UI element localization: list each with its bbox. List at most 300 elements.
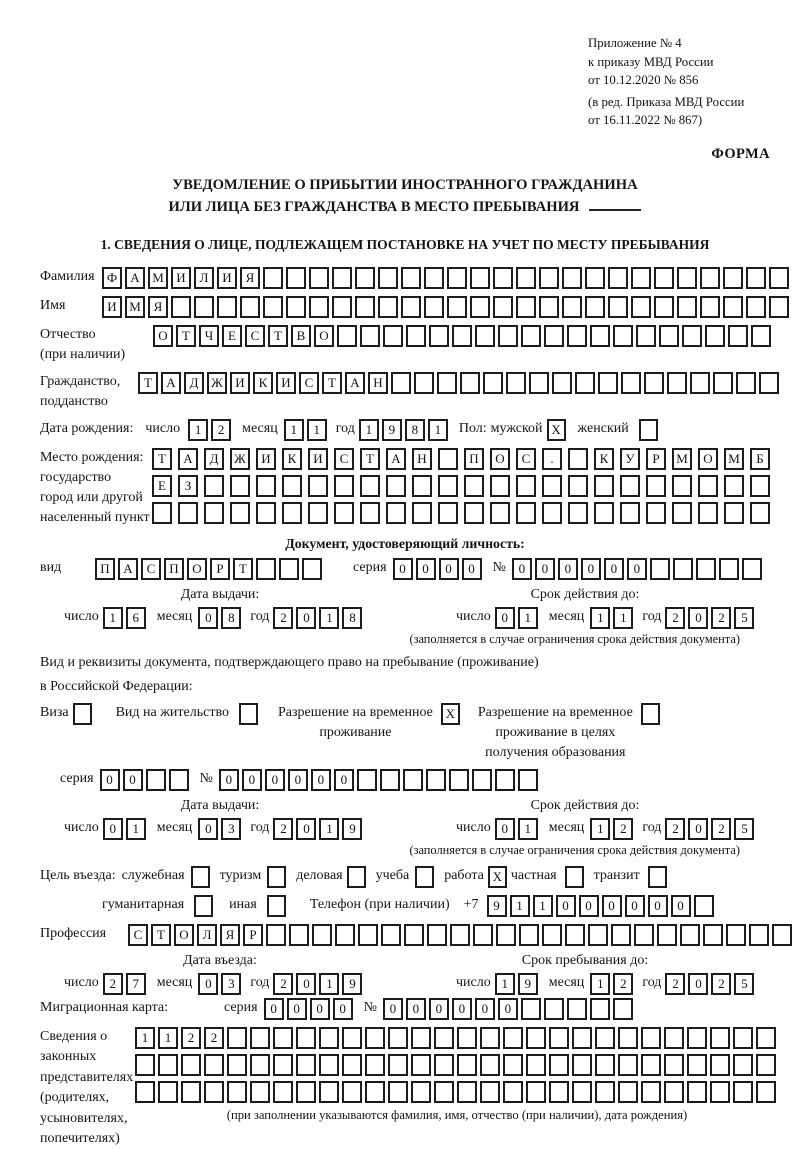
residence-valid-year-input[interactable] (665, 818, 757, 840)
char-box[interactable] (736, 372, 756, 394)
char-box[interactable]: 0 (296, 607, 316, 629)
purpose-tourism-checkbox[interactable] (267, 866, 286, 888)
char-box[interactable]: 1 (590, 607, 610, 629)
char-box[interactable]: А (161, 372, 181, 394)
char-box[interactable] (680, 924, 700, 946)
char-box[interactable]: Е (222, 325, 242, 347)
char-box[interactable] (412, 475, 432, 497)
char-box[interactable] (654, 296, 674, 318)
char-box[interactable] (698, 502, 718, 524)
char-box[interactable] (682, 325, 702, 347)
char-box[interactable]: И (276, 372, 296, 394)
char-box[interactable] (411, 1054, 431, 1076)
char-box[interactable]: 2 (204, 1027, 224, 1049)
char-box[interactable] (631, 296, 651, 318)
char-box[interactable]: М (125, 296, 145, 318)
char-box[interactable] (289, 924, 309, 946)
char-box[interactable]: 2 (613, 973, 633, 995)
char-box[interactable] (710, 1081, 730, 1103)
char-box[interactable] (641, 1054, 661, 1076)
char-box[interactable] (673, 558, 693, 580)
char-box[interactable] (360, 325, 380, 347)
char-box[interactable]: Е (152, 475, 172, 497)
char-box[interactable]: И (256, 448, 276, 470)
char-box[interactable] (388, 1054, 408, 1076)
char-box[interactable]: Д (204, 448, 224, 470)
char-box[interactable] (263, 267, 283, 289)
char-box[interactable] (457, 1054, 477, 1076)
char-box[interactable] (411, 1081, 431, 1103)
char-box[interactable] (473, 924, 493, 946)
char-box[interactable]: 1 (533, 895, 553, 917)
char-box[interactable]: Т (151, 924, 171, 946)
char-box[interactable] (544, 325, 564, 347)
doc-series-input[interactable] (393, 558, 485, 580)
char-box[interactable] (358, 924, 378, 946)
firstname-input[interactable] (102, 296, 792, 318)
char-box[interactable] (539, 267, 559, 289)
char-box[interactable] (733, 1027, 753, 1049)
char-box[interactable] (181, 1054, 201, 1076)
char-box[interactable]: О (490, 448, 510, 470)
char-box[interactable] (526, 1054, 546, 1076)
char-box[interactable] (337, 325, 357, 347)
char-box[interactable] (355, 267, 375, 289)
char-box[interactable] (256, 475, 276, 497)
char-box[interactable] (360, 502, 380, 524)
char-box[interactable] (434, 1054, 454, 1076)
char-box[interactable] (230, 502, 250, 524)
char-box[interactable]: С (141, 558, 161, 580)
char-box[interactable] (365, 1054, 385, 1076)
char-box[interactable] (227, 1054, 247, 1076)
char-box[interactable]: 1 (103, 607, 123, 629)
phone-input[interactable] (487, 895, 717, 917)
char-box[interactable] (437, 372, 457, 394)
char-box[interactable] (677, 267, 697, 289)
purpose-other-checkbox[interactable] (267, 895, 286, 917)
char-box[interactable] (457, 1081, 477, 1103)
purpose-work-checkbox[interactable]: X (488, 866, 507, 888)
char-box[interactable] (620, 502, 640, 524)
char-box[interactable]: 0 (512, 558, 532, 580)
char-box[interactable]: 0 (123, 769, 143, 791)
char-box[interactable] (146, 769, 166, 791)
char-box[interactable] (383, 325, 403, 347)
char-box[interactable] (694, 895, 714, 917)
char-box[interactable]: 1 (518, 607, 538, 629)
char-box[interactable]: 0 (406, 998, 426, 1020)
char-box[interactable] (424, 296, 444, 318)
char-box[interactable]: 0 (648, 895, 668, 917)
char-box[interactable] (751, 325, 771, 347)
char-box[interactable] (296, 1027, 316, 1049)
char-box[interactable] (429, 325, 449, 347)
char-box[interactable] (521, 998, 541, 1020)
char-box[interactable]: 1 (319, 973, 339, 995)
char-box[interactable]: 6 (126, 607, 146, 629)
birthplace-row3-input[interactable] (152, 502, 776, 524)
char-box[interactable] (703, 924, 723, 946)
char-box[interactable] (618, 1081, 638, 1103)
char-box[interactable] (470, 267, 490, 289)
char-box[interactable]: 1 (495, 973, 515, 995)
char-box[interactable]: 0 (671, 895, 691, 917)
char-box[interactable] (595, 1027, 615, 1049)
char-box[interactable]: 0 (625, 895, 645, 917)
char-box[interactable] (636, 325, 656, 347)
char-box[interactable] (464, 475, 484, 497)
char-box[interactable]: Л (194, 267, 214, 289)
char-box[interactable] (282, 475, 302, 497)
char-box[interactable] (724, 502, 744, 524)
temp-residence-education-checkbox[interactable] (641, 703, 660, 725)
char-box[interactable] (480, 1054, 500, 1076)
char-box[interactable] (613, 998, 633, 1020)
char-box[interactable]: 1 (188, 419, 208, 441)
char-box[interactable]: М (672, 448, 692, 470)
char-box[interactable] (309, 267, 329, 289)
char-box[interactable] (472, 769, 492, 791)
char-box[interactable]: 0 (627, 558, 647, 580)
char-box[interactable] (516, 296, 536, 318)
char-box[interactable]: 0 (462, 558, 482, 580)
residence-issue-day-input[interactable] (103, 818, 149, 840)
char-box[interactable]: 0 (495, 607, 515, 629)
char-box[interactable] (756, 1081, 776, 1103)
char-box[interactable] (503, 1081, 523, 1103)
char-box[interactable] (567, 325, 587, 347)
char-box[interactable] (388, 1081, 408, 1103)
char-box[interactable] (171, 296, 191, 318)
char-box[interactable] (746, 296, 766, 318)
char-box[interactable] (687, 1081, 707, 1103)
char-box[interactable]: Р (210, 558, 230, 580)
char-box[interactable] (700, 296, 720, 318)
profession-input[interactable] (128, 924, 795, 946)
char-box[interactable] (552, 372, 572, 394)
char-box[interactable] (158, 1054, 178, 1076)
purpose-transit-checkbox[interactable] (648, 866, 667, 888)
char-box[interactable] (312, 924, 332, 946)
char-box[interactable]: 0 (103, 818, 123, 840)
char-box[interactable] (572, 1054, 592, 1076)
doc-issue-year-input[interactable] (273, 607, 365, 629)
char-box[interactable] (386, 475, 406, 497)
char-box[interactable] (401, 296, 421, 318)
char-box[interactable] (204, 475, 224, 497)
char-box[interactable]: Ж (230, 448, 250, 470)
char-box[interactable]: 0 (198, 607, 218, 629)
char-box[interactable]: У (620, 448, 640, 470)
char-box[interactable]: 0 (439, 558, 459, 580)
char-box[interactable]: Д (184, 372, 204, 394)
char-box[interactable] (562, 296, 582, 318)
char-box[interactable]: О (314, 325, 334, 347)
char-box[interactable] (568, 475, 588, 497)
char-box[interactable] (480, 1027, 500, 1049)
char-box[interactable]: Т (152, 448, 172, 470)
char-box[interactable] (750, 475, 770, 497)
char-box[interactable] (378, 296, 398, 318)
char-box[interactable] (279, 558, 299, 580)
char-box[interactable] (713, 372, 733, 394)
char-box[interactable] (493, 267, 513, 289)
char-box[interactable] (544, 998, 564, 1020)
char-box[interactable] (450, 924, 470, 946)
char-box[interactable]: 1 (590, 818, 610, 840)
char-box[interactable]: К (253, 372, 273, 394)
char-box[interactable] (526, 1081, 546, 1103)
char-box[interactable] (723, 296, 743, 318)
char-box[interactable] (644, 372, 664, 394)
char-box[interactable] (309, 296, 329, 318)
residence-series-input[interactable] (100, 769, 192, 791)
char-box[interactable]: М (724, 448, 744, 470)
char-box[interactable]: 9 (487, 895, 507, 917)
char-box[interactable]: А (118, 558, 138, 580)
char-box[interactable]: В (291, 325, 311, 347)
char-box[interactable] (464, 502, 484, 524)
char-box[interactable] (490, 475, 510, 497)
purpose-private-checkbox[interactable] (565, 866, 584, 888)
char-box[interactable]: 5 (734, 973, 754, 995)
char-box[interactable]: 0 (100, 769, 120, 791)
char-box[interactable] (659, 325, 679, 347)
char-box[interactable]: 2 (273, 973, 293, 995)
char-box[interactable] (334, 502, 354, 524)
char-box[interactable] (388, 1027, 408, 1049)
char-box[interactable] (438, 448, 458, 470)
char-box[interactable] (438, 502, 458, 524)
char-box[interactable] (618, 1027, 638, 1049)
char-box[interactable]: С (299, 372, 319, 394)
char-box[interactable]: 0 (296, 818, 316, 840)
char-box[interactable]: 2 (103, 973, 123, 995)
char-box[interactable]: 1 (613, 607, 633, 629)
char-box[interactable] (427, 924, 447, 946)
char-box[interactable]: 1 (158, 1027, 178, 1049)
char-box[interactable] (613, 325, 633, 347)
char-box[interactable] (608, 296, 628, 318)
char-box[interactable]: К (594, 448, 614, 470)
char-box[interactable] (664, 1081, 684, 1103)
doc-issue-day-input[interactable] (103, 607, 149, 629)
char-box[interactable] (759, 372, 779, 394)
char-box[interactable] (542, 475, 562, 497)
char-box[interactable]: 0 (495, 818, 515, 840)
residence-issue-year-input[interactable] (273, 818, 365, 840)
char-box[interactable]: 2 (613, 818, 633, 840)
char-box[interactable] (169, 769, 189, 791)
char-box[interactable]: Ж (207, 372, 227, 394)
char-box[interactable]: 0 (296, 973, 316, 995)
char-box[interactable] (705, 325, 725, 347)
char-box[interactable] (756, 1027, 776, 1049)
char-box[interactable] (585, 296, 605, 318)
char-box[interactable] (319, 1027, 339, 1049)
char-box[interactable] (496, 924, 516, 946)
char-box[interactable]: 8 (221, 607, 241, 629)
char-box[interactable] (549, 1054, 569, 1076)
char-box[interactable]: И (230, 372, 250, 394)
char-box[interactable] (698, 475, 718, 497)
char-box[interactable] (657, 924, 677, 946)
char-box[interactable] (386, 502, 406, 524)
char-box[interactable] (230, 475, 250, 497)
char-box[interactable]: Б (750, 448, 770, 470)
char-box[interactable] (608, 267, 628, 289)
char-box[interactable]: П (464, 448, 484, 470)
entry-year-input[interactable] (273, 973, 365, 995)
char-box[interactable] (575, 372, 595, 394)
char-box[interactable] (621, 372, 641, 394)
char-box[interactable] (449, 769, 469, 791)
migcard-number-input[interactable] (383, 998, 636, 1020)
char-box[interactable]: 1 (307, 419, 327, 441)
char-box[interactable] (687, 1054, 707, 1076)
char-box[interactable]: Л (197, 924, 217, 946)
char-box[interactable] (495, 769, 515, 791)
char-box[interactable]: К (282, 448, 302, 470)
char-box[interactable] (646, 502, 666, 524)
char-box[interactable] (710, 1027, 730, 1049)
char-box[interactable] (521, 325, 541, 347)
char-box[interactable] (378, 267, 398, 289)
char-box[interactable] (646, 475, 666, 497)
char-box[interactable] (404, 924, 424, 946)
char-box[interactable]: С (245, 325, 265, 347)
char-box[interactable]: 0 (334, 769, 354, 791)
char-box[interactable] (308, 475, 328, 497)
char-box[interactable] (620, 475, 640, 497)
char-box[interactable] (590, 998, 610, 1020)
birth-year-input[interactable] (359, 419, 451, 441)
purpose-study-checkbox[interactable] (415, 866, 434, 888)
stay-month-input[interactable] (590, 973, 636, 995)
char-box[interactable]: 5 (734, 607, 754, 629)
char-box[interactable] (424, 267, 444, 289)
char-box[interactable]: Я (240, 267, 260, 289)
char-box[interactable]: 2 (711, 607, 731, 629)
purpose-business-checkbox[interactable] (347, 866, 366, 888)
char-box[interactable]: 0 (333, 998, 353, 1020)
char-box[interactable]: 0 (198, 973, 218, 995)
char-box[interactable]: А (386, 448, 406, 470)
char-box[interactable]: И (308, 448, 328, 470)
char-box[interactable] (567, 998, 587, 1020)
char-box[interactable] (641, 1081, 661, 1103)
char-box[interactable] (750, 502, 770, 524)
char-box[interactable] (414, 372, 434, 394)
char-box[interactable]: 0 (688, 818, 708, 840)
char-box[interactable] (667, 372, 687, 394)
char-box[interactable] (728, 325, 748, 347)
char-box[interactable] (641, 1027, 661, 1049)
char-box[interactable]: 0 (602, 895, 622, 917)
char-box[interactable] (438, 475, 458, 497)
char-box[interactable] (726, 924, 746, 946)
char-box[interactable] (250, 1081, 270, 1103)
char-box[interactable]: А (345, 372, 365, 394)
char-box[interactable] (135, 1054, 155, 1076)
char-box[interactable]: Н (368, 372, 388, 394)
char-box[interactable] (618, 1054, 638, 1076)
char-box[interactable]: 0 (558, 558, 578, 580)
birth-month-input[interactable] (284, 419, 330, 441)
char-box[interactable] (539, 296, 559, 318)
char-box[interactable]: Т (360, 448, 380, 470)
residence-permit-checkbox[interactable] (239, 703, 258, 725)
birthplace-row2-input[interactable] (152, 475, 776, 497)
char-box[interactable]: А (178, 448, 198, 470)
doc-number-input[interactable] (512, 558, 765, 580)
char-box[interactable]: . (542, 448, 562, 470)
char-box[interactable] (677, 296, 697, 318)
char-box[interactable]: 0 (688, 607, 708, 629)
doc-valid-month-input[interactable] (590, 607, 636, 629)
char-box[interactable]: 2 (665, 973, 685, 995)
char-box[interactable] (240, 296, 260, 318)
char-box[interactable] (585, 267, 605, 289)
stay-day-input[interactable] (495, 973, 541, 995)
char-box[interactable] (308, 502, 328, 524)
char-box[interactable] (518, 769, 538, 791)
char-box[interactable]: 0 (556, 895, 576, 917)
char-box[interactable] (391, 372, 411, 394)
char-box[interactable]: 0 (310, 998, 330, 1020)
char-box[interactable] (690, 372, 710, 394)
char-box[interactable]: 0 (579, 895, 599, 917)
char-box[interactable]: Т (268, 325, 288, 347)
char-box[interactable] (194, 296, 214, 318)
patronymic-input[interactable] (153, 325, 774, 347)
char-box[interactable] (434, 1081, 454, 1103)
birthplace-row1-input[interactable] (152, 448, 776, 470)
char-box[interactable]: И (171, 267, 191, 289)
char-box[interactable] (516, 502, 536, 524)
char-box[interactable] (672, 475, 692, 497)
surname-input[interactable] (102, 267, 792, 289)
char-box[interactable] (594, 475, 614, 497)
char-box[interactable]: Т (176, 325, 196, 347)
char-box[interactable]: 0 (198, 818, 218, 840)
char-box[interactable]: 7 (126, 973, 146, 995)
char-box[interactable]: С (128, 924, 148, 946)
char-box[interactable] (526, 1027, 546, 1049)
char-box[interactable] (273, 1027, 293, 1049)
char-box[interactable]: Р (646, 448, 666, 470)
char-box[interactable]: 0 (581, 558, 601, 580)
char-box[interactable] (746, 267, 766, 289)
char-box[interactable] (519, 924, 539, 946)
char-box[interactable] (687, 1027, 707, 1049)
char-box[interactable] (719, 558, 739, 580)
char-box[interactable] (273, 1081, 293, 1103)
char-box[interactable] (483, 372, 503, 394)
char-box[interactable] (204, 502, 224, 524)
char-box[interactable] (696, 558, 716, 580)
char-box[interactable] (452, 325, 472, 347)
char-box[interactable] (475, 325, 495, 347)
char-box[interactable]: О (153, 325, 173, 347)
char-box[interactable] (634, 924, 654, 946)
char-box[interactable] (403, 769, 423, 791)
char-box[interactable] (588, 924, 608, 946)
char-box[interactable] (568, 448, 588, 470)
char-box[interactable]: 9 (382, 419, 402, 441)
char-box[interactable] (360, 475, 380, 497)
